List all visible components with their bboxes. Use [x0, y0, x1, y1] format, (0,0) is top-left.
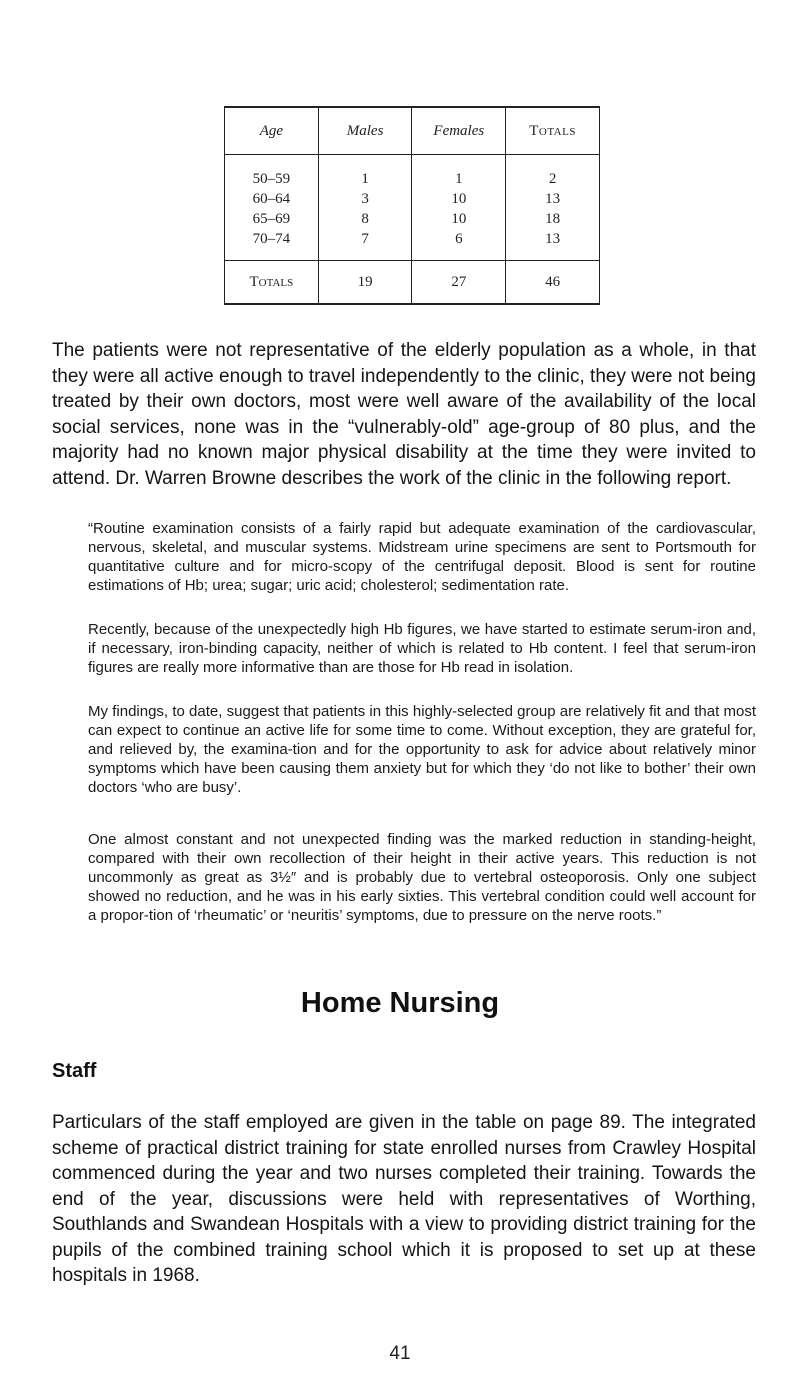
- table-row: [225, 209, 600, 229]
- totals-females: 27: [412, 261, 506, 305]
- table-row: [225, 155, 600, 190]
- cell-totals: 18: [506, 209, 600, 229]
- totals-males: 19: [318, 261, 412, 305]
- table-totals-row: [225, 261, 600, 305]
- totals-label: Totals: [225, 261, 319, 305]
- cell-age: 60–64: [225, 189, 319, 209]
- report-paragraph: One almost constant and not unexpected finding was the marked reduction in standing-height, compared with their own recollection of their height in their active years. This reduction is not uncommonly as great as 3½″ and is probably due to vertebral osteoporosis. Only one subject showed no reduction, and he was in his early sixties. This vertebral condition could well account for a propor-tion of ‘rheumatic’ or ‘neuritis’ symptoms, due to pressure on the nerve roots.”: [88, 831, 756, 924]
- table-header-row: [225, 107, 600, 155]
- table-row: [225, 229, 600, 261]
- table-row: [225, 189, 600, 209]
- cell-males: 8: [318, 209, 412, 229]
- cell-age: 65–69: [225, 209, 319, 229]
- cell-totals: 13: [506, 189, 600, 209]
- header-age: Age: [225, 107, 319, 155]
- report-paragraph: My findings, to date, suggest that patients in this highly-selected group are relatively fit and that most can expect to continue an active life for some time to come. Without exception, they are grateful for, and relieved by, the examina-tion and for the opportunity to ask for advice about relatively minor symptoms which have been causing them anxiety but for which they ‘do not like to bother’ their own doctors ‘who are busy’.: [88, 703, 756, 796]
- cell-females: 10: [412, 189, 506, 209]
- header-males: Males: [318, 107, 412, 155]
- cell-totals: 2: [506, 155, 600, 190]
- cell-age: 70–74: [225, 229, 319, 261]
- cell-males: 7: [318, 229, 412, 261]
- totals-all: 46: [506, 261, 600, 305]
- header-females: Females: [412, 107, 506, 155]
- report-paragraph: “Routine examination consists of a fairly rapid but adequate examination of the cardiovascular, nervous, skeletal, and muscular systems. Midstream urine specimens are sent to Portsmouth for quantitative culture and for micro-scopy of the centrifugal deposit. Blood is sent for routine estimations of Hb; urea; sugar; uric acid; cholesterol; sedimentation rate.: [88, 520, 756, 594]
- cell-males: 1: [318, 155, 412, 190]
- section-heading: Home Nursing: [300, 987, 500, 1019]
- age-sex-table: [224, 106, 600, 305]
- cell-males: 3: [318, 189, 412, 209]
- cell-totals: 13: [506, 229, 600, 261]
- staff-paragraph: Particulars of the staff employed are given in the table on page 89. The integrated scheme of practical district training for state enrolled nurses from Crawley Hospital commenced during the year and two nurses completed their training. Towards the end of the year, discussions were held with representatives of Worthing, Southlands and Swandean Hospitals with a view to providing district training for the pupils of the combined training school which it is proposed to set up at these hospitals in 1968.: [52, 1112, 756, 1286]
- header-totals: Totals: [506, 107, 600, 155]
- subsection-heading: Staff: [52, 1060, 97, 1082]
- cell-females: 6: [412, 229, 506, 261]
- report-paragraph: Recently, because of the unexpectedly high Hb figures, we have started to estimate serum-iron and, if necessary, iron-binding capacity, neither of which is related to Hb content. I feel that serum-iron figures are really more informative than are those for Hb read in isolation.: [88, 621, 756, 676]
- cell-females: 10: [412, 209, 506, 229]
- cell-age: 50–59: [225, 155, 319, 190]
- intro-paragraph: The patients were not representative of the elderly population as a whole, in that they were all active enough to travel independently to the clinic, they were not being treated by their own doctors, most were well aware of the availability of the local social services, none was in the “vulnerably-old” age-group of 80 plus, and the majority had no known major physical disability at the time they were invited to attend. Dr. Warren Browne describes the work of the clinic in the following report.: [52, 340, 756, 489]
- cell-females: 1: [412, 155, 506, 190]
- page-number: 41: [389, 1343, 411, 1364]
